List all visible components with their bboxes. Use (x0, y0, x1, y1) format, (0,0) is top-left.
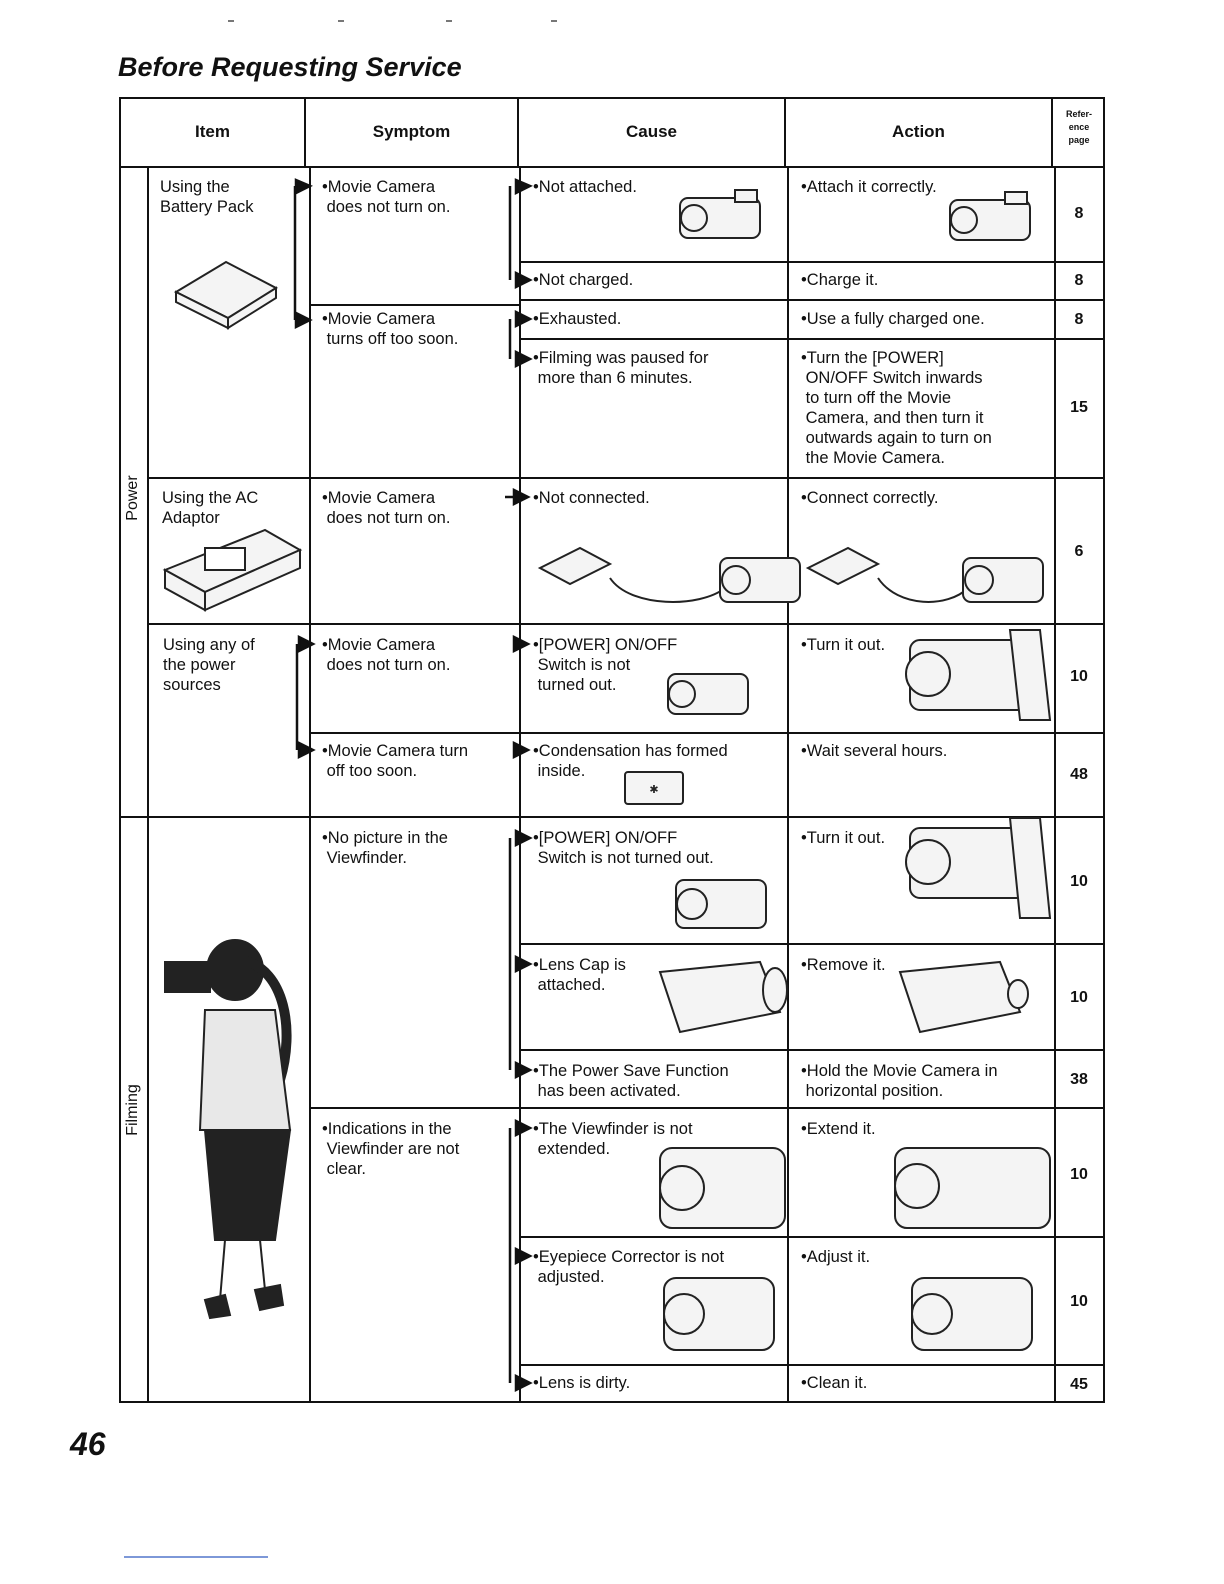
reference-page: 15 (1070, 399, 1088, 416)
reference-page: 8 (1074, 272, 1084, 289)
action-text: •Extend it. (801, 1120, 876, 1138)
footer-rule (124, 1556, 268, 1558)
reference-page: 38 (1070, 1071, 1088, 1088)
reference-page: 8 (1074, 205, 1084, 222)
reference-page: 8 (1074, 311, 1084, 328)
item-ac-adaptor: Using the AC Adaptor (162, 489, 259, 527)
symptom-text: •Movie Camera does not turn on. (322, 489, 451, 527)
category-power: Power (124, 475, 141, 521)
cause-text: •Filming was paused for more than 6 minutes. (533, 349, 709, 387)
column-header-cause: Cause (625, 122, 678, 141)
action-text: •Turn it out. (801, 829, 886, 847)
cause-text: •Condensation has formed inside. (533, 742, 728, 780)
symptom-text: •Movie Camera turns off too soon. (322, 310, 459, 348)
action-text: •Clean it. (801, 1374, 868, 1392)
action-text: •Remove it. (801, 956, 886, 974)
page-title: Before Requesting Service (118, 52, 462, 82)
cause-text: •[POWER] ON/OFF Switch is not turned out. (533, 636, 678, 694)
cause-text: •The Viewfinder is not extended. (533, 1120, 693, 1158)
symptom-text: •Movie Camera does not turn on. (322, 178, 451, 216)
svg-text:✱: ✱ (649, 783, 659, 796)
column-header-reference-page: Refer- ence page (1065, 109, 1092, 145)
cause-text: •The Power Save Function has been activated. (533, 1062, 729, 1100)
action-text: •Charge it. (801, 271, 879, 289)
reference-page: 10 (1070, 668, 1088, 685)
reference-page: 10 (1070, 989, 1088, 1006)
page-number: 46 (70, 1426, 106, 1462)
action-text: •Use a fully charged one. (801, 310, 985, 328)
column-header-action: Action (892, 122, 945, 141)
reference-page: 10 (1070, 873, 1088, 890)
action-text: •Adjust it. (801, 1248, 871, 1266)
cause-text: •Lens is dirty. (533, 1374, 631, 1392)
column-header-symptom: Symptom (372, 122, 451, 141)
cause-text: •Not connected. (533, 489, 650, 507)
action-text: •Turn it out. (801, 636, 886, 654)
reference-page: 10 (1070, 1166, 1088, 1183)
action-text: •Turn the [POWER] ON/OFF Switch inwards to turn off the Movie Camera, and then turn it outwards again to turn on the Movie Camera. (801, 349, 992, 467)
cause-text: •Not attached. (533, 178, 637, 196)
action-text: •Wait several hours. (801, 742, 948, 760)
reference-page: 45 (1070, 1376, 1088, 1393)
symptom-text: •Indications in the Viewfinder are not clear. (322, 1120, 460, 1178)
reference-page: 48 (1070, 766, 1088, 783)
action-text: •Hold the Movie Camera in horizontal position. (801, 1062, 998, 1100)
cause-text: •Exhausted. (533, 310, 622, 328)
cause-text: •Eyepiece Corrector is not adjusted. (533, 1248, 725, 1286)
cause-text: •[POWER] ON/OFF Switch is not turned out. (533, 829, 714, 867)
symptom-text: •Movie Camera turn off too soon. (322, 742, 469, 780)
reference-page: 6 (1074, 543, 1084, 560)
cause-text: •Not charged. (533, 271, 634, 289)
category-filming: Filming (124, 1084, 141, 1136)
item-any-power-source: Using any of the power sources (163, 636, 255, 694)
column-header-item: Item (195, 122, 230, 141)
action-text: •Attach it correctly. (801, 178, 937, 196)
reference-page: 10 (1070, 1293, 1088, 1310)
symptom-text: •No picture in the Viewfinder. (322, 829, 448, 867)
symptom-text: •Movie Camera does not turn on. (322, 636, 451, 674)
action-text: •Connect correctly. (801, 489, 939, 507)
cause-text: •Lens Cap is attached. (533, 956, 626, 994)
item-battery-pack: Using the Battery Pack (160, 178, 254, 216)
